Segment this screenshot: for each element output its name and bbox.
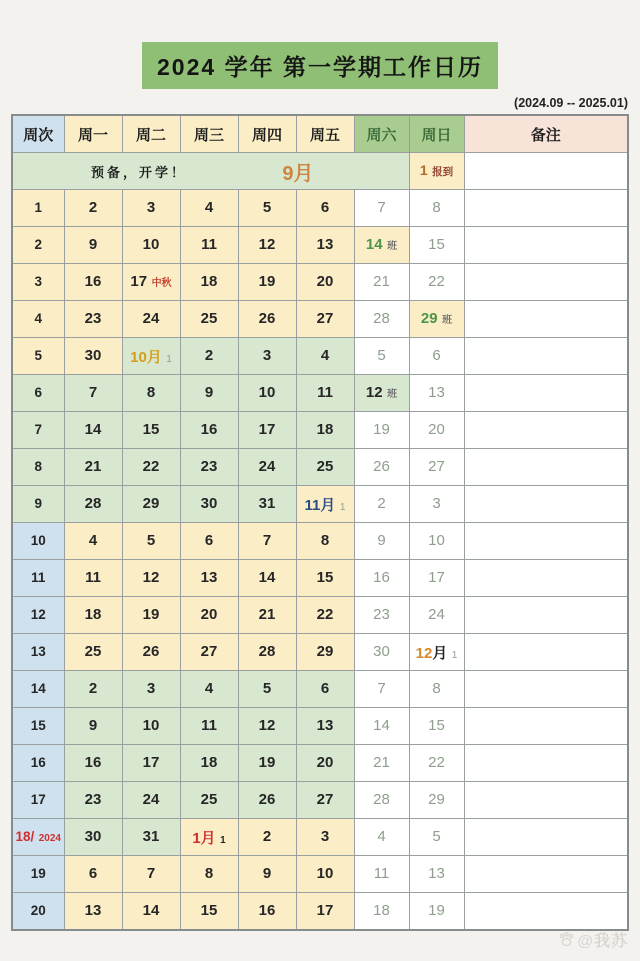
september-banner-row <box>12 153 628 190</box>
day-cell: 3 <box>122 671 180 708</box>
day-cell: 17 <box>238 412 296 449</box>
day-cell: 22 <box>409 264 464 301</box>
day-cell: 31 <box>122 819 180 856</box>
note-cell <box>464 782 628 819</box>
day-cell: 7 <box>354 671 409 708</box>
day-cell: 2 <box>238 819 296 856</box>
day-cell: 22 <box>409 745 464 782</box>
day-cell: 4 <box>180 671 238 708</box>
day-cell: 19 <box>238 745 296 782</box>
week-row <box>12 560 628 597</box>
day-cell: 25 <box>180 301 238 338</box>
col-header-thursday: 周四 <box>238 115 296 153</box>
day-cell: 14 <box>354 708 409 745</box>
day-cell: 21 <box>354 264 409 301</box>
day-cell: 23 <box>180 449 238 486</box>
note-cell <box>464 523 628 560</box>
week-number-cell: 7 <box>12 412 64 449</box>
day-cell: 11 <box>354 856 409 893</box>
day-cell: 25 <box>180 782 238 819</box>
day-cell: 15 <box>180 893 238 931</box>
day-cell: 20 <box>180 597 238 634</box>
week-number-cell: 9 <box>12 486 64 523</box>
day-cell: 11月 1 <box>296 486 354 523</box>
week-row <box>12 523 628 560</box>
day-cell: 9 <box>64 227 122 264</box>
week-number-cell: 18/ 2024 <box>12 819 64 856</box>
week-number-cell: 6 <box>12 375 64 412</box>
day-cell: 23 <box>354 597 409 634</box>
day-cell: 11 <box>64 560 122 597</box>
week-row <box>12 338 628 375</box>
week-number-cell: 17 <box>12 782 64 819</box>
note-cell <box>464 227 628 264</box>
week-row <box>12 893 628 931</box>
day-cell: 19 <box>354 412 409 449</box>
date-range: (2024.09 -- 2025.01) <box>514 96 628 110</box>
day-cell: 9 <box>354 523 409 560</box>
day-cell: 12 班 <box>354 375 409 412</box>
day-cell: 29 <box>409 782 464 819</box>
day-cell: 24 <box>122 301 180 338</box>
week-row <box>12 634 628 671</box>
day-cell: 14 <box>64 412 122 449</box>
day-cell: 15 <box>409 227 464 264</box>
week-number-cell: 12 <box>12 597 64 634</box>
week-row <box>12 301 628 338</box>
day-cell: 17 <box>409 560 464 597</box>
day-cell: 13 <box>296 227 354 264</box>
day-cell: 28 <box>354 301 409 338</box>
note-cell <box>464 375 628 412</box>
day-cell: 14 <box>238 560 296 597</box>
day-cell: 24 <box>122 782 180 819</box>
header-row <box>12 115 628 153</box>
day-cell: 15 <box>122 412 180 449</box>
day-cell: 6 <box>180 523 238 560</box>
col-header-tuesday: 周二 <box>122 115 180 153</box>
note-cell <box>464 190 628 227</box>
week-row <box>12 190 628 227</box>
col-header-monday: 周一 <box>64 115 122 153</box>
week-number-cell: 15 <box>12 708 64 745</box>
day-cell: 9 <box>238 856 296 893</box>
day-cell: 12 <box>122 560 180 597</box>
day-cell: 6 <box>64 856 122 893</box>
title-wrap <box>0 0 640 89</box>
day-cell: 10 <box>122 227 180 264</box>
day-cell: 17 <box>122 745 180 782</box>
day-cell: 19 <box>122 597 180 634</box>
day-cell: 16 <box>238 893 296 931</box>
day-cell: 13 <box>296 708 354 745</box>
day-cell: 19 <box>409 893 464 931</box>
paw-icon <box>558 931 575 948</box>
day-cell: 18 <box>354 893 409 931</box>
day-cell: 5 <box>122 523 180 560</box>
note-cell <box>464 708 628 745</box>
day-cell: 16 <box>354 560 409 597</box>
day-cell: 30 <box>64 819 122 856</box>
day-cell: 28 <box>64 486 122 523</box>
day-cell: 3 <box>238 338 296 375</box>
day-cell: 10 <box>238 375 296 412</box>
week-row <box>12 856 628 893</box>
week-row <box>12 264 628 301</box>
note-cell <box>464 301 628 338</box>
day-cell: 29 班 <box>409 301 464 338</box>
day-cell: 23 <box>64 301 122 338</box>
day-cell: 3 <box>122 190 180 227</box>
day-cell: 8 <box>180 856 238 893</box>
day-cell: 8 <box>122 375 180 412</box>
day-cell: 9 <box>64 708 122 745</box>
registration-day-cell <box>409 153 464 190</box>
day-cell: 23 <box>64 782 122 819</box>
day-cell: 16 <box>64 264 122 301</box>
week-row <box>12 597 628 634</box>
note-cell <box>464 671 628 708</box>
day-cell: 8 <box>296 523 354 560</box>
day-cell: 6 <box>296 190 354 227</box>
day-cell: 24 <box>238 449 296 486</box>
day-cell: 5 <box>238 671 296 708</box>
day-cell: 30 <box>180 486 238 523</box>
day-cell: 21 <box>64 449 122 486</box>
watermark <box>558 928 628 951</box>
note-cell <box>464 412 628 449</box>
semester-start-text: 预备，开学！ <box>91 164 188 180</box>
day-cell: 26 <box>354 449 409 486</box>
day-cell: 21 <box>238 597 296 634</box>
day-cell: 25 <box>296 449 354 486</box>
day-cell: 20 <box>296 264 354 301</box>
week-number-cell: 16 <box>12 745 64 782</box>
note-cell <box>464 597 628 634</box>
day-cell: 4 <box>354 819 409 856</box>
col-header-friday: 周五 <box>296 115 354 153</box>
day-cell: 6 <box>409 338 464 375</box>
day-cell: 10 <box>409 523 464 560</box>
week-number-cell: 3 <box>12 264 64 301</box>
day-cell: 26 <box>122 634 180 671</box>
day-cell: 18 <box>64 597 122 634</box>
registration-day-note: 报到 <box>432 166 454 178</box>
day-cell: 6 <box>296 671 354 708</box>
day-cell: 18 <box>180 745 238 782</box>
note-cell <box>464 893 628 931</box>
page-title: 2024 学年 第一学期工作日历 <box>142 42 498 89</box>
day-cell: 21 <box>354 745 409 782</box>
day-cell: 20 <box>409 412 464 449</box>
day-cell: 16 <box>180 412 238 449</box>
note-cell <box>464 745 628 782</box>
day-cell: 10 <box>122 708 180 745</box>
day-cell: 2 <box>64 671 122 708</box>
col-header-saturday: 周六 <box>354 115 409 153</box>
day-cell: 27 <box>409 449 464 486</box>
week-row <box>12 227 628 264</box>
day-cell: 7 <box>64 375 122 412</box>
week-row <box>12 486 628 523</box>
day-cell: 8 <box>409 190 464 227</box>
day-cell: 14 班 <box>354 227 409 264</box>
day-cell: 29 <box>122 486 180 523</box>
day-cell: 27 <box>296 301 354 338</box>
note-cell <box>464 486 628 523</box>
day-cell: 22 <box>122 449 180 486</box>
registration-day-number: 1 <box>419 162 428 178</box>
week-row <box>12 782 628 819</box>
day-cell: 13 <box>180 560 238 597</box>
week-row <box>12 671 628 708</box>
day-cell: 15 <box>409 708 464 745</box>
day-cell: 28 <box>354 782 409 819</box>
note-cell <box>464 634 628 671</box>
september-banner-cell <box>12 153 409 190</box>
col-header-week-num: 周次 <box>12 115 64 153</box>
watermark-handle: @我苏 <box>577 933 628 950</box>
day-cell: 10 <box>296 856 354 893</box>
day-cell: 7 <box>122 856 180 893</box>
day-cell: 29 <box>296 634 354 671</box>
week-number-cell: 8 <box>12 449 64 486</box>
note-cell <box>464 560 628 597</box>
week-row <box>12 449 628 486</box>
week-number-cell: 11 <box>12 560 64 597</box>
week-row <box>12 819 628 856</box>
day-cell: 27 <box>180 634 238 671</box>
week-number-cell: 2 <box>12 227 64 264</box>
week-number-cell: 5 <box>12 338 64 375</box>
day-cell: 9 <box>180 375 238 412</box>
day-cell: 4 <box>180 190 238 227</box>
work-calendar-table <box>11 114 629 931</box>
day-cell: 8 <box>409 671 464 708</box>
day-cell: 2 <box>354 486 409 523</box>
day-cell: 17 <box>296 893 354 931</box>
col-header-sunday: 周日 <box>409 115 464 153</box>
day-cell: 4 <box>64 523 122 560</box>
day-cell: 5 <box>354 338 409 375</box>
day-cell: 5 <box>409 819 464 856</box>
september-month-label: 9月 <box>282 162 314 185</box>
note-cell <box>464 153 628 190</box>
note-cell <box>464 338 628 375</box>
day-cell: 14 <box>122 893 180 931</box>
day-cell: 11 <box>180 708 238 745</box>
week-row <box>12 708 628 745</box>
week-number-cell: 19 <box>12 856 64 893</box>
day-cell: 17 中秋 <box>122 264 180 301</box>
day-cell: 24 <box>409 597 464 634</box>
day-cell: 10月 1 <box>122 338 180 375</box>
week-number-cell: 20 <box>12 893 64 931</box>
note-cell <box>464 449 628 486</box>
note-cell <box>464 856 628 893</box>
day-cell: 19 <box>238 264 296 301</box>
day-cell: 13 <box>64 893 122 931</box>
day-cell: 4 <box>296 338 354 375</box>
week-row <box>12 745 628 782</box>
day-cell: 3 <box>296 819 354 856</box>
week-number-cell: 10 <box>12 523 64 560</box>
day-cell: 12月 1 <box>409 634 464 671</box>
day-cell: 20 <box>296 745 354 782</box>
week-number-cell: 4 <box>12 301 64 338</box>
day-cell: 31 <box>238 486 296 523</box>
day-cell: 2 <box>64 190 122 227</box>
note-cell <box>464 819 628 856</box>
day-cell: 7 <box>238 523 296 560</box>
day-cell: 30 <box>64 338 122 375</box>
day-cell: 3 <box>409 486 464 523</box>
day-cell: 5 <box>238 190 296 227</box>
day-cell: 18 <box>296 412 354 449</box>
week-row <box>12 375 628 412</box>
day-cell: 1月 1 <box>180 819 238 856</box>
col-header-notes: 备注 <box>464 115 628 153</box>
day-cell: 16 <box>64 745 122 782</box>
day-cell: 11 <box>296 375 354 412</box>
day-cell: 13 <box>409 856 464 893</box>
day-cell: 26 <box>238 301 296 338</box>
day-cell: 22 <box>296 597 354 634</box>
day-cell: 25 <box>64 634 122 671</box>
day-cell: 30 <box>354 634 409 671</box>
day-cell: 15 <box>296 560 354 597</box>
day-cell: 27 <box>296 782 354 819</box>
day-cell: 2 <box>180 338 238 375</box>
day-cell: 13 <box>409 375 464 412</box>
day-cell: 26 <box>238 782 296 819</box>
day-cell: 12 <box>238 708 296 745</box>
week-row <box>12 412 628 449</box>
day-cell: 7 <box>354 190 409 227</box>
col-header-wednesday: 周三 <box>180 115 238 153</box>
day-cell: 28 <box>238 634 296 671</box>
week-number-cell: 1 <box>12 190 64 227</box>
week-number-cell: 14 <box>12 671 64 708</box>
note-cell <box>464 264 628 301</box>
week-number-cell: 13 <box>12 634 64 671</box>
day-cell: 12 <box>238 227 296 264</box>
day-cell: 11 <box>180 227 238 264</box>
day-cell: 18 <box>180 264 238 301</box>
